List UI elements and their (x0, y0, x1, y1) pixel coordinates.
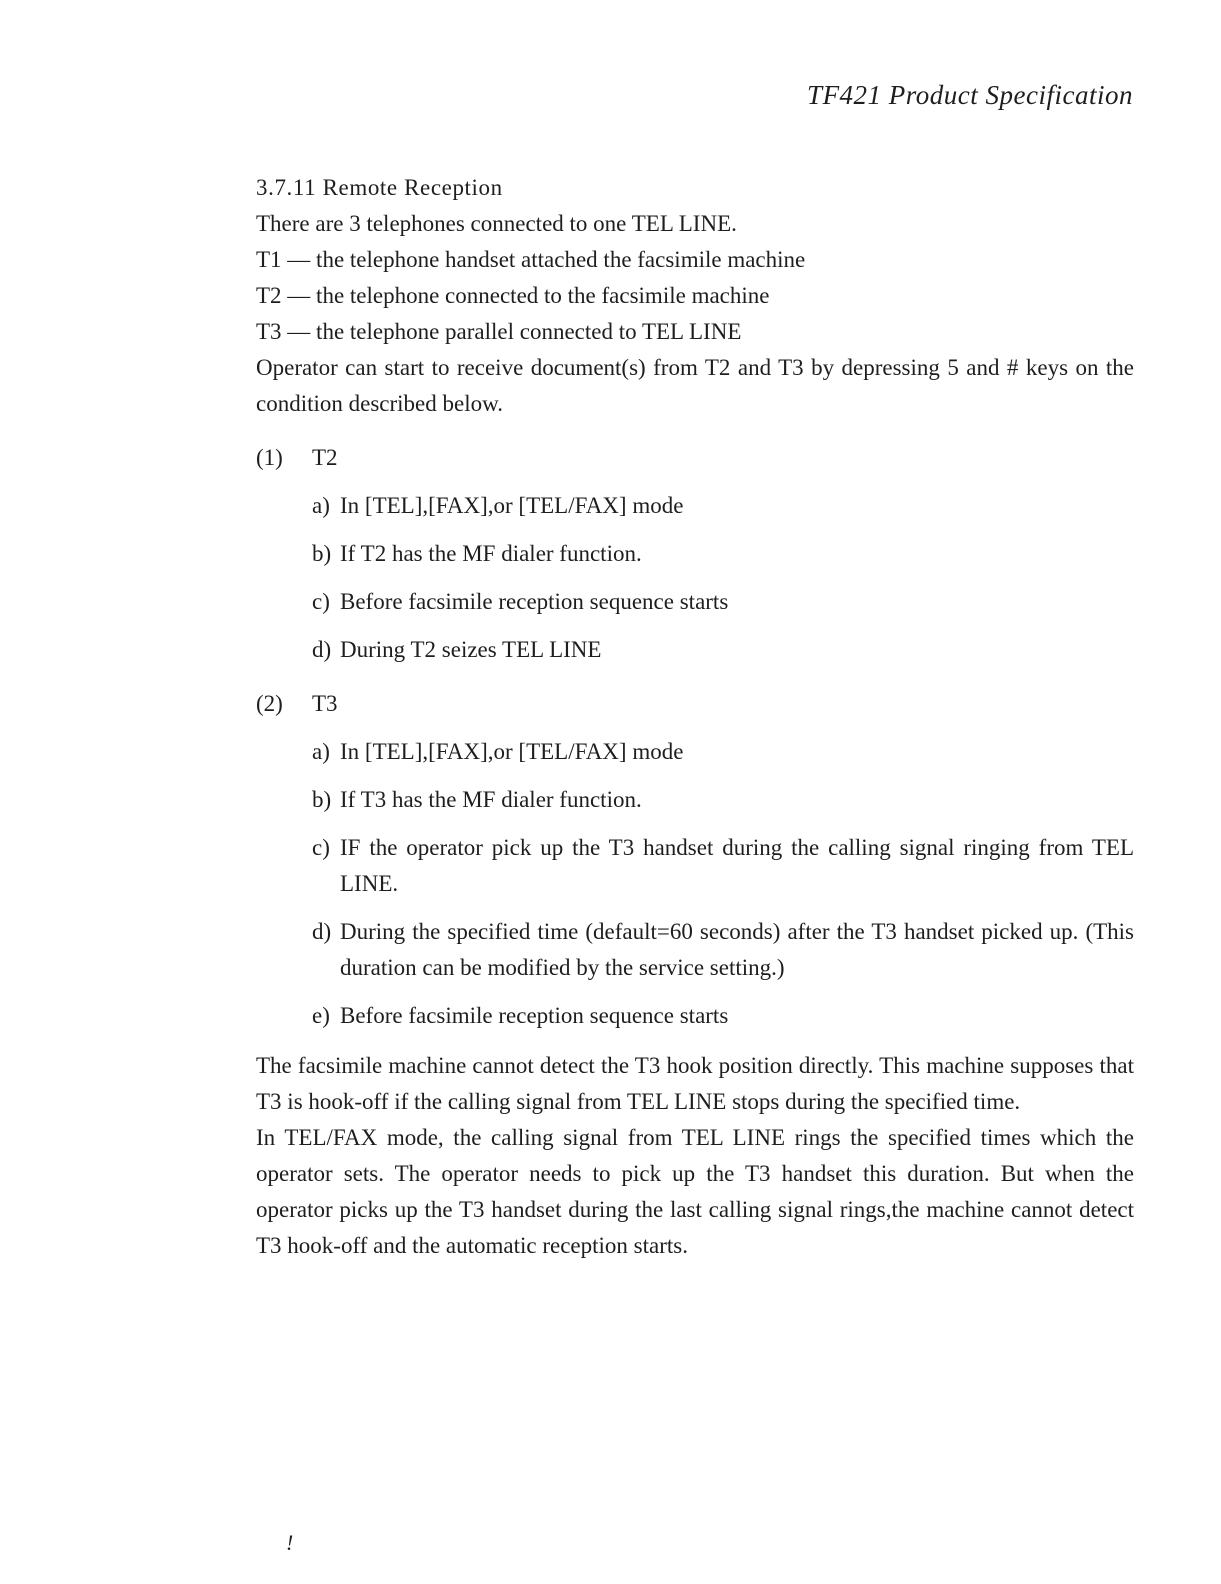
condition-letter: c) (312, 589, 330, 614)
condition-text: During T2 seizes TEL LINE (340, 637, 602, 662)
case-label: T2 (312, 445, 338, 470)
condition-text: In [TEL],[FAX],or [TEL/FAX] mode (340, 493, 684, 518)
condition-letter: c) (312, 835, 330, 860)
condition-letter: b) (312, 787, 332, 812)
condition-text: IF the operator pick up the T3 handset during the calling signal ringing from TEL LINE. (340, 835, 1134, 896)
condition-letter: d) (312, 919, 332, 944)
section-heading: 3.7.11 Remote Reception (256, 175, 503, 200)
intro-line: T3 — the telephone parallel connected to TEL LINE (256, 319, 742, 344)
condition-text: During the specified time (default=60 seconds) after the T3 handset picked up. (This duration can be modified by the service setting.) (340, 919, 1134, 980)
case-heading (256, 440, 1134, 476)
condition-letter: b) (312, 541, 332, 566)
condition-item (312, 734, 1134, 770)
note-paragraph: The facsimile machine cannot detect the T3 hook position directly. This machine supposes that T3 is hook-off if the calling signal from TEL LINE stops during the specified time. (256, 1053, 1134, 1114)
condition-item (312, 632, 1134, 668)
case-heading (256, 686, 1134, 722)
intro-line: There are 3 telephones connected to one TEL LINE. (256, 211, 737, 236)
intro-paragraph: Operator can start to receive document(s) from T2 and T3 by depressing 5 and # keys on the condition described below. (256, 355, 1134, 416)
condition-item (312, 914, 1134, 986)
running-header: TF421 Product Specification (807, 80, 1133, 110)
intro-line: T1 — the telephone handset attached the facsimile machine (256, 247, 806, 272)
intro-line: T2 — the telephone connected to the facsimile machine (256, 283, 770, 308)
case-t3 (256, 686, 1134, 1034)
case-number: (1) (256, 445, 283, 470)
condition-letter: e) (312, 1003, 330, 1028)
condition-item (312, 830, 1134, 902)
document-body (256, 170, 1134, 1264)
condition-text: If T3 has the MF dialer function. (340, 787, 642, 812)
condition-item (312, 488, 1134, 524)
case-label: T3 (312, 691, 338, 716)
case-t2 (256, 440, 1134, 668)
condition-text: Before facsimile reception sequence starts (340, 1003, 729, 1028)
condition-item (312, 584, 1134, 620)
condition-item (312, 998, 1134, 1034)
note-paragraph: In TEL/FAX mode, the calling signal from TEL LINE rings the specified times which the operator sets. The operator needs to pick up the T3 handset this duration. But when the operator picks up the T3 handset during the last calling signal rings,the machine cannot detect T3 hook-off and the automatic reception starts. (256, 1125, 1134, 1258)
condition-text: Before facsimile reception sequence starts (340, 589, 729, 614)
case-number: (2) (256, 691, 283, 716)
condition-letter: a) (312, 739, 330, 764)
condition-item (312, 782, 1134, 818)
condition-letter: a) (312, 493, 330, 518)
footer-mark: ! (286, 1530, 294, 1555)
condition-text: In [TEL],[FAX],or [TEL/FAX] mode (340, 739, 684, 764)
condition-letter: d) (312, 637, 332, 662)
condition-item (312, 536, 1134, 572)
condition-text: If T2 has the MF dialer function. (340, 541, 642, 566)
